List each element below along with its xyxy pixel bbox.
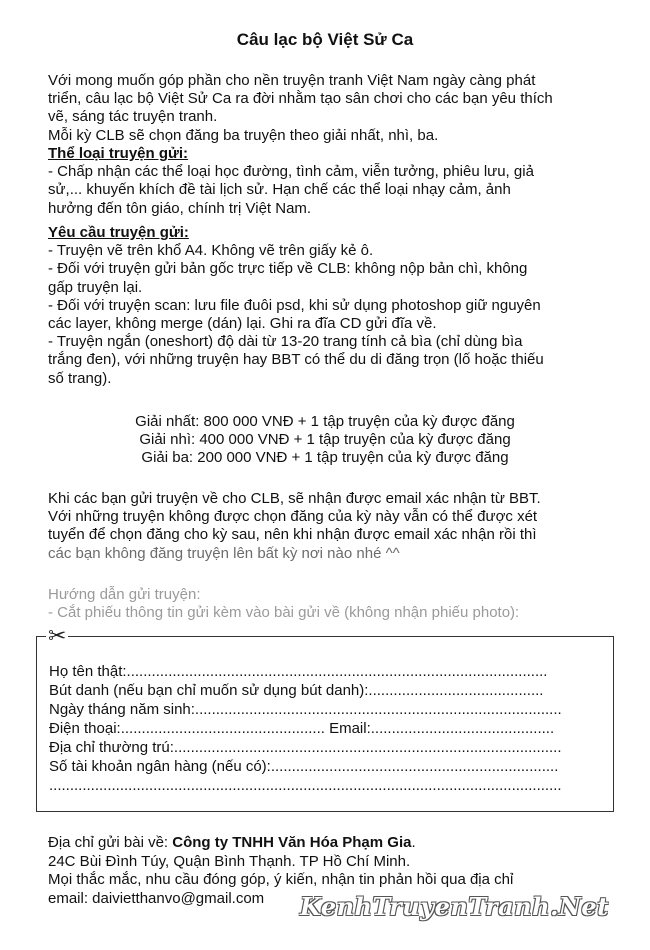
requirements-line: - Đối với truyện scan: lưu file đuôi psd, khi sử dụng photoshop giữ nguyên (48, 296, 541, 314)
footer-address (48, 834, 613, 853)
form-field-pen-name: Bút danh (nếu bạn chỉ muốn sử dụng bút danh):.......................................... (49, 682, 544, 699)
address-label: Địa chỉ gửi bài về: (48, 834, 173, 851)
notice-line: các bạn không đăng truyện lên bất kỳ nơi nào nhé ^^ (48, 544, 400, 562)
guide-line: - Cắt phiếu thông tin gửi kèm vào bài gửi về (không nhận phiếu photo): (48, 604, 520, 622)
requirements-section (48, 224, 613, 388)
prize-second: Giải nhì: 400 000 VNĐ + 1 tập truyện của kỳ được đăng (139, 431, 511, 448)
notice-line: tuyển để chọn đăng cho kỳ sau, nên khi nhận được email xác nhận rồi thì (48, 526, 537, 544)
intro-line: vẽ, sáng tác truyện tranh. (48, 108, 218, 126)
notice-section (48, 490, 613, 563)
info-form-box (36, 636, 614, 812)
genres-heading: Thể loại truyện gửi: (48, 145, 189, 162)
requirements-line: các layer, không merge (dán) lại. Ghi ra đĩa CD gửi đĩa về. (48, 315, 437, 333)
form-field-extra: ........................................................................................................................... (49, 777, 562, 794)
requirements-line: - Đối với truyện gửi bản gốc trực tiếp về CLB: không nộp bản chì, không (48, 260, 528, 278)
footer-email: email: daivietthanvo@gmail.com (48, 889, 265, 907)
prize-third: Giải ba: 200 000 VNĐ + 1 tập truyện của kỳ được đăng (141, 449, 509, 466)
scissors-icon: ✂ (48, 623, 67, 648)
prizes-section (0, 413, 650, 467)
form-field-bank-account: Số tài khoản ngân hàng (nếu có):..................................................................... (49, 758, 559, 775)
notice-line: Với những truyện không được chọn đăng của kỳ này vẫn có thể được xét (48, 508, 538, 526)
genres-line: sử,... khuyến khích đề tài lịch sử. Hạn chế các thể loại nhạy cảm, ảnh (48, 181, 511, 199)
company-name: Công ty TNHH Văn Hóa Phạm Gia (172, 834, 412, 851)
info-form (49, 662, 604, 795)
prize-first: Giải nhất: 800 000 VNĐ + 1 tập truyện của kỳ được đăng (135, 413, 515, 430)
form-field-full-name: Họ tên thật:..................................................................................................... (49, 663, 548, 680)
form-field-address: Địa chỉ thường trú:............................................................................................. (49, 739, 562, 756)
intro-section (48, 72, 613, 145)
intro-line: Với mong muốn góp phần cho nền truyện tranh Việt Nam ngày càng phát (48, 72, 536, 89)
intro-line: triển, câu lạc bộ Việt Sử Ca ra đời nhằm tạo sân chơi cho các bạn yêu thích (48, 90, 553, 108)
genres-line: hưởng đến tôn giáo, chính trị Việt Nam. (48, 199, 312, 217)
requirements-line: - Truyện ngắn (oneshort) độ dài từ 13-20 trang tính cả bìa (chỉ dùng bìa (48, 333, 523, 351)
requirements-line: số trang). (48, 369, 112, 387)
requirements-heading: Yêu cầu truyện gửi: (48, 224, 189, 241)
notice-line: Khi các bạn gửi truyện về cho CLB, sẽ nhận được email xác nhận từ BBT. (48, 490, 541, 507)
page-title: Câu lạc bộ Việt Sử Ca (236, 30, 414, 49)
watermark: KenhTruyenTranh.Net (300, 892, 609, 921)
intro-line: Mỗi kỳ CLB sẽ chọn đăng ba truyện theo giải nhất, nhì, ba. (48, 126, 439, 144)
guide-heading: Hướng dẫn gửi truyện: (48, 586, 201, 603)
genres-section (48, 145, 613, 218)
footer-street: 24C Bùi Đình Túy, Quận Bình Thạnh. TP Hồ Chí Minh. (48, 852, 411, 870)
footer-contact: Mọi thắc mắc, nhu cầu đóng góp, ý kiến, nhận tin phản hồi qua địa chỉ (48, 871, 514, 888)
form-field-phone-email: Điện thoại:................................................. Email:............................................ (49, 720, 555, 737)
genres-line: - Chấp nhận các thể loại học đường, tình cảm, viễn tưởng, phiêu lưu, giả (48, 163, 534, 181)
requirements-line: - Truyện vẽ trên khổ A4. Không vẽ trên giấy kẻ ô. (48, 242, 374, 260)
address-end: . (411, 834, 416, 851)
form-field-birth-date: Ngày tháng năm sinh:........................................................................................ (49, 701, 562, 718)
requirements-line: trắng đen), với những truyện hay BBT có thể du di đăng trọn (lố hoặc thiếu (48, 351, 544, 369)
requirements-line: gấp truyện lại. (48, 278, 143, 296)
guide-section (48, 586, 613, 622)
